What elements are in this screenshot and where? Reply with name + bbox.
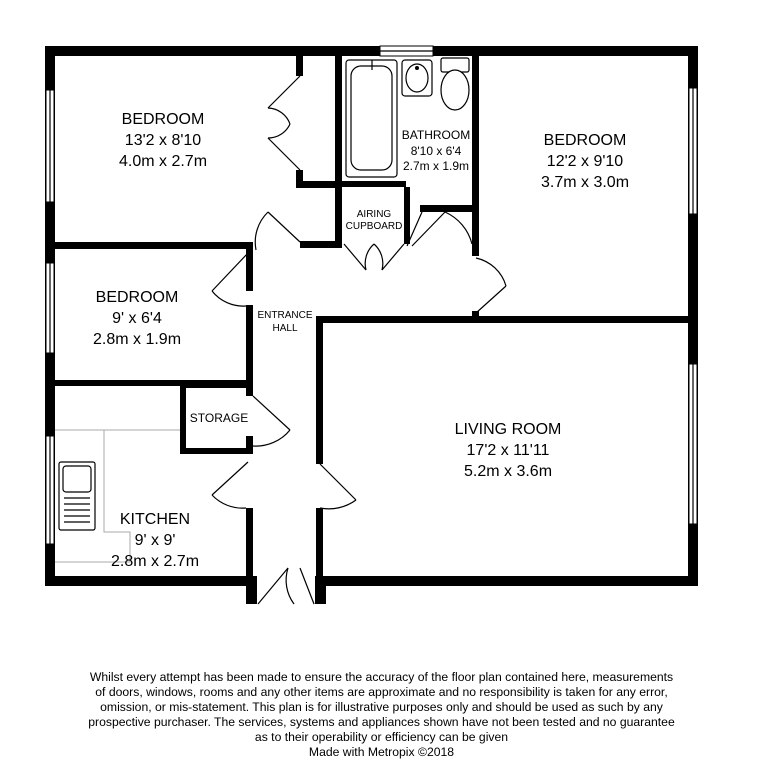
kitchen-label xyxy=(111,511,199,570)
entrance-hall-label xyxy=(257,310,312,334)
bedroom1-imperial: 13'2 x 8'10 xyxy=(124,132,202,149)
kitchen-sink xyxy=(59,462,95,530)
living-name: LIVING ROOM xyxy=(454,421,562,438)
living-metric: 5.2m x 3.6m xyxy=(463,463,553,480)
disclaimer-line: Whilst every attempt has been made to ensure the accuracy of the floor plan contained here, measurements xyxy=(89,670,674,684)
bedroom2-label xyxy=(541,132,629,191)
disclaimer-line: as to their operability or efficiency can be given xyxy=(254,730,509,744)
bathroom-imperial: 8'10 x 6'4 xyxy=(410,144,462,158)
airing-line1: AIRING xyxy=(356,209,392,220)
bathroom-label xyxy=(402,128,470,173)
storage-label xyxy=(190,411,248,425)
living-imperial: 17'2 x 11'11 xyxy=(466,442,550,459)
disclaimer-line: prospective purchaser. The services, systems and appliances shown have not been tested and no guarantee xyxy=(88,715,675,729)
bedroom3-label xyxy=(93,289,181,348)
bedroom1-metric: 4.0m x 2.7m xyxy=(118,153,208,170)
sink xyxy=(402,60,432,96)
hall-line1: ENTRANCE xyxy=(257,310,313,321)
bathtub xyxy=(346,60,397,177)
kitchen-imperial: 9' x 9' xyxy=(134,532,176,549)
airing-cupboard-label xyxy=(346,209,403,232)
bedroom3-name: BEDROOM xyxy=(95,289,179,306)
bedroom1-label xyxy=(119,111,207,170)
airing-line2: CUPBOARD xyxy=(345,221,403,232)
bedroom1-name: BEDROOM xyxy=(121,111,205,128)
bathroom-metric: 2.7m x 1.9m xyxy=(402,159,470,173)
disclaimer-line: of doors, windows, rooms and any other items are approximate and no responsibility is taken for any error, xyxy=(95,685,668,699)
disclaimer xyxy=(70,670,693,760)
credit-line: Made with Metropix ©2018 xyxy=(308,745,455,759)
bedroom2-metric: 3.7m x 3.0m xyxy=(540,174,630,191)
hall-line2: HALL xyxy=(272,323,298,334)
living-room-label xyxy=(455,421,562,480)
bathroom-name: BATHROOM xyxy=(401,128,471,142)
bedroom3-imperial: 9' x 6'4 xyxy=(112,310,162,327)
toilet xyxy=(441,58,469,110)
storage-name: STORAGE xyxy=(189,411,249,425)
disclaimer-line: omission, or mis-statement. This plan is for illustrative purposes only and should be used as such by any xyxy=(100,700,663,714)
kitchen-name: KITCHEN xyxy=(119,511,191,528)
kitchen-metric: 2.8m x 2.7m xyxy=(110,553,200,570)
bedroom3-metric: 2.8m x 1.9m xyxy=(92,331,182,348)
bedroom2-imperial: 12'2 x 9'10 xyxy=(546,153,624,170)
bedroom2-name: BEDROOM xyxy=(543,132,627,149)
